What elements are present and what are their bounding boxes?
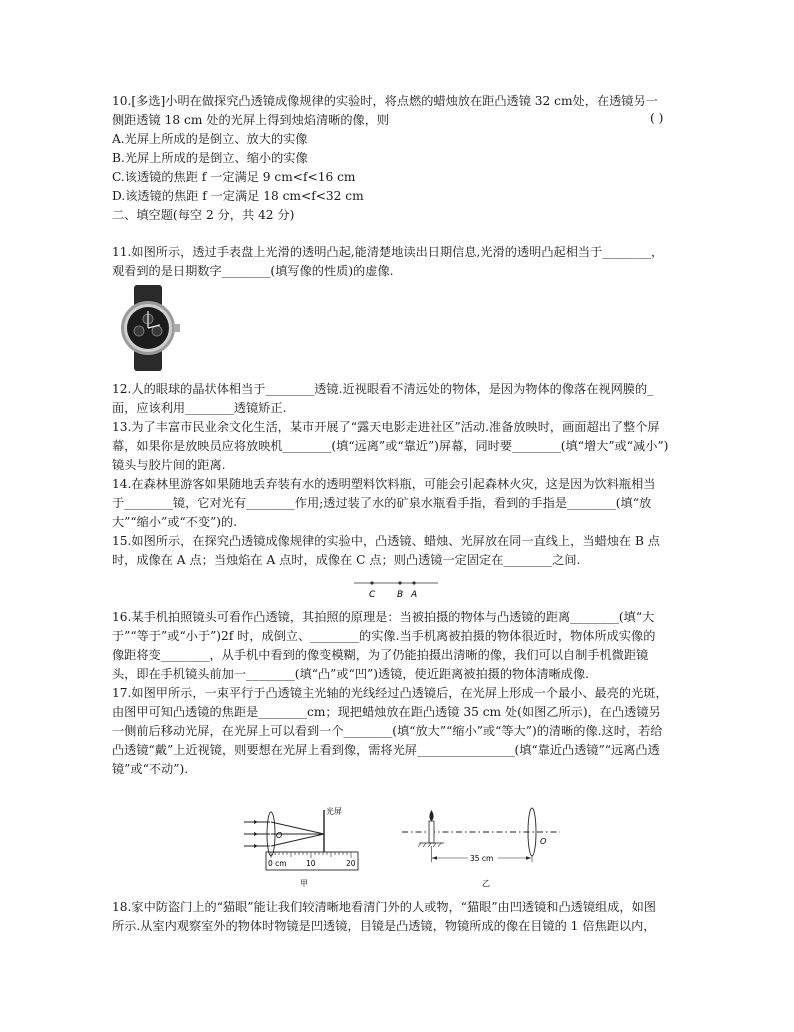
q10-line-1: 10.[多选]小明在做探究凸透镜成像规律的实验时，将点燃的蜡烛放在距凸透镜 32 cm处，在透镜另一 — [112, 94, 658, 108]
q17-line-1: 17.如图甲所示，一束平行于凸透镜主光轴的光线经过凸透镜后，在光屏上形成一个最小、最亮的光斑， — [112, 686, 668, 700]
q10-option-b: B.光屏上所成的是倒立、缩小的实像 — [112, 151, 308, 165]
q18-line-1: 18.家中防盗门上的“猫眼”能让我们较清晰地看清门外的人或物，“猫眼”由凹透镜和凸透镜组成，如图 — [112, 900, 656, 914]
ruler-tick-20: 20 — [346, 859, 356, 868]
q13-line-3: 镜头与胶片间的距离. — [112, 458, 226, 472]
q10-answer-paren: ( ) — [650, 111, 664, 125]
q17-line-5: 镜”或“不动”). — [112, 762, 189, 776]
point-c-label: C — [369, 590, 376, 600]
q14-line-2: 于________镜，它对光有________作用;透过装了水的矿泉水瓶看手指，看到的手指是________(填“放 — [112, 496, 652, 510]
q17-line-3: 一侧前后移动光屏，在光屏上可以看到一个________(填“放大”“缩小”或“等大”)的清晰的像.这时，若给 — [112, 724, 663, 738]
point-a-marker — [412, 581, 415, 584]
candle-flame — [429, 810, 433, 821]
q10-option-d: D.该透镜的焦距 f 一定满足 18 cm<f<32 cm — [112, 189, 364, 203]
distance-label: 35 cm — [470, 854, 494, 863]
ruler-tick-10: 10 — [306, 859, 316, 868]
q11-line-2: 观看到的是日期数字________(填写像的性质)的虚像. — [112, 264, 394, 278]
q16-line-3: 像距将变________，从手机中看到的像变模糊，为了仍能拍摄出清晰的像，我们可以自制手机微距镜 — [112, 648, 649, 662]
ruler-tick-0: 0 cm — [268, 859, 287, 868]
q16-line-2: 于”“等于”或“小于”)2f 时，成倒立、________的实像.当手机离被拍摄的物体很近时，物体所成实像的 — [112, 629, 656, 643]
q15-line-2: 时，成像在 A 点；当烛焰在 A 点时，成像在 C 点；则凸透镜一定固定在________之间. — [112, 553, 581, 567]
watch-image — [112, 285, 184, 371]
q17-line-4: 凸透镜“戴”上近视镜，则要想在光屏上看到像，需将光屏________________(填“靠近凸透镜”“远离凸透 — [112, 743, 660, 757]
figure-yi-caption: 乙 — [482, 879, 490, 888]
q12-line-1: 12.人的眼球的晶状体相当于________透镜.近视眼看不清远处的物体，是因为物体的像落在视网膜的_ — [112, 382, 654, 396]
q17-figure-yi — [400, 802, 570, 890]
q13-line-1: 13.为了丰富市民业余文化生活，某市开展了“露天电影走进社区”活动.准备放映时，画面超出了整个屏 — [112, 420, 660, 434]
q14-line-3: 大”“缩小”或“不变”)的. — [112, 515, 238, 529]
q17-figure-jia — [240, 800, 370, 890]
q16-line-1: 16.某手机拍照镜头可看作凸透镜，其拍照的原理是：当被拍摄的物体与凸透镜的距离________(填“大 — [112, 610, 655, 624]
q17-line-2: 由图甲可知凸透镜的焦距是________cm；现把蜡烛放在距凸透镜 35 cm 处(如图乙所示)，在凸透镜另 — [112, 705, 661, 719]
lens-o-label: O — [276, 831, 283, 840]
q13-line-2: 幕，如果你是放映员应将放映机________(填“远离”或“靠近”)屏幕，同时要________(填“增大”或“减小”) — [112, 439, 669, 453]
q16-line-4: 头，即在手机镜头前加一________(填“凸”或“凹”)透镜，使近距离被拍摄的物体清晰成像. — [112, 667, 590, 681]
q18-line-2: 所示.从室内观察室外的物体时物镜是凹透镜，目镜是凸透镜，物镜所成的像在目镜的 1 倍焦距以内， — [112, 919, 656, 933]
point-a-label: A — [411, 590, 418, 600]
candle — [429, 821, 434, 843]
lens-o-label-yi: O — [540, 837, 547, 846]
q12-line-2: 面，应该利用________透镜矫正. — [112, 401, 287, 415]
section-2-title: 二、填空题(每空 2 分，共 42 分) — [112, 208, 295, 222]
figure-jia-caption: 甲 — [300, 879, 308, 888]
q15-axis-figure — [352, 576, 442, 600]
screen-label: 光屏 — [326, 807, 342, 816]
point-c-marker — [370, 581, 373, 584]
q10-option-c: C.该透镜的焦距 f 一定满足 9 cm<f<16 cm — [112, 170, 356, 184]
q11-line-1: 11.如图所示，透过手表盘上光滑的透明凸起,能清楚地读出日期信息,光滑的透明凸起相当于________， — [112, 245, 664, 259]
point-b-label: B — [397, 590, 404, 600]
q10-line-2: 侧距透镜 18 cm 处的光屏上得到烛焰清晰的像，则 — [112, 113, 390, 127]
q10-option-a: A.光屏上所成的是倒立、放大的实像 — [112, 132, 308, 146]
q15-line-1: 15.如图所示，在探究凸透镜成像规律的实验中，凸透镜、蜡烛、光屏放在同一直线上，当蜡烛在 B 点 — [112, 534, 660, 548]
point-b-marker — [398, 581, 401, 584]
q14-line-1: 14.在森林里游客如果随地丢弃装有水的透明塑料饮料瓶，可能会引起森林火灾，这是因为饮料瓶相当 — [112, 477, 656, 491]
